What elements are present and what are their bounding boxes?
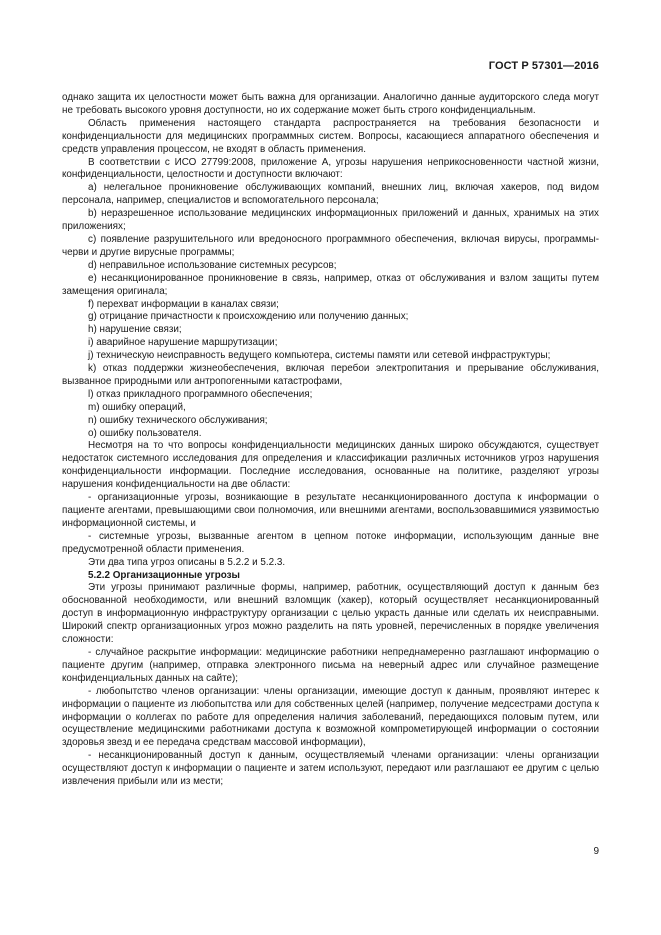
section-heading: 5.2.2 Организационные угрозы [88,569,240,581]
area-item: - системные угрозы, вызванные агентом в цепном потоке информации, использующим данные вне предусмотренной области применения. [62,530,599,555]
standard-header: ГОСТ Р 57301—2016 [488,60,599,72]
area-item: - организационные угрозы, возникающие в результате несанкционированного доступа к информации о пациенте агентами, превышающими свои полномочия, или внешними агентами, воспользовавшимися уязвимостью информационной системы, и [62,492,599,529]
threat-item: d) неправильное использование системных ресурсов; [88,259,337,271]
threat-item: n) ошибку технического обслуживания; [88,414,268,426]
level-item: - любопытство членов организации: члены организации, имеющие доступ к данным, проявляют интерес к информации о пациенте из любопытства или для собственных целей (например, получение медсестрами доступа к информации о коллегах по работе для определения наличия заболеваний, передающихся половым путем, или осуществление медицинскими работниками доступа к возможной компрометирующей информации о состоянии здоровья звезд и ее передача средствам массовой информации), [62,685,599,749]
threat-item: o) ошибку пользователя. [88,427,202,439]
threat-item: b) неразрешенное использование медицинских информационных приложений и данных, хранимых на этих приложениях; [62,208,599,233]
paragraph-organizational: Эти угрозы принимают различные формы, например, работник, осуществляющий доступ к данным без обоснованной необходимости, или внешний взломщик (хакер), который осуществляет несанкционированный доступ в информационную инфраструктуру организации с целью украсть данные или сделать их неисправными. Широкий спектр организационных угроз можно разделить на пять уровней, перечисленных в порядке увеличения сложности: [62,582,599,646]
threat-item: c) появление разрушительного или вредоносного программного обеспечения, включая вирусы, программы-черви и другие вирусные программы; [62,233,599,258]
paragraph-continuation: однако защита их целостности может быть важна для организации. Аналогично данные аудиторского следа могут не требовать высокого уровня доступности, но их содержание может быть строго конфиденциальным. [62,92,599,116]
level-item: - случайное раскрытие информации: медицинские работники непреднамеренно разглашают информацию о пациенте другим (например, отправка электронного письма на неверный адрес или случайное размещение конфиденциальных данных на сайте); [62,646,599,684]
paragraph-scope: Область применения настоящего стандарта распространяется на требования безопасности и конфиденциальности для медицинских программных систем. Вопросы, касающиеся аппаратного обеспечения и средств управления процессом, не входят в область применения. [62,117,599,155]
threat-item: i) аварийное нарушение маршрутизации; [88,337,278,349]
threat-item: g) отрицание причастности к происхождению или получению данных; [88,311,409,323]
body-text [62,92,599,789]
paragraph-both-types: Эти два типа угроз описаны в 5.2.2 и 5.2.3. [88,556,286,568]
threat-item: h) нарушение связи; [88,324,182,336]
paragraph-threats-intro: В соответствии с ИСО 27799:2008, приложение А, угрозы нарушения неприкосновенности частной жизни, конфиденциальности, целостности и доступности включают: [62,156,599,181]
threat-item: j) техническую неисправность ведущего компьютера, системы памяти или сетевой инфраструктуры; [88,350,551,362]
threat-item: e) несанкционированное проникновение в связь, например, отказ от обслуживания и взлом защиты путем замещения оригинала; [62,272,599,297]
threat-item: l) отказ прикладного программного обеспечения; [88,388,313,400]
threat-item: a) нелегальное проникновение обслуживающих компаний, внешних лиц, включая хакеров, под видом персонала, например, специалистов и вспомогательного персонала; [62,182,599,207]
threat-item: m) ошибку операций, [88,401,186,413]
level-item: - несанкционированный доступ к данным, осуществляемый членами организации: члены организации осуществляют доступ к информации о пациенте и затем используют, передают или разглашают ее другим с целью извлечения прибыли или из мести; [62,750,599,788]
threat-item: f) перехват информации в каналах связи; [88,298,279,310]
paragraph-despite: Несмотря на то что вопросы конфиденциальности медицинских данных широко обсуждаются, существует недостаток системного исследования для определения и классификации различных источников угроз нарушения конфиденциальности информации. Последние исследования, основанные на политике, разделяют угрозы нарушения конфиденциальности на две области: [62,440,599,491]
page-number: 9 [593,846,599,857]
threat-item: k) отказ поддержки жизнеобеспечения, включая перебои электропитания и прерывание обслуживания, вызванное природными или антропогенными катастрофами, [62,363,599,387]
